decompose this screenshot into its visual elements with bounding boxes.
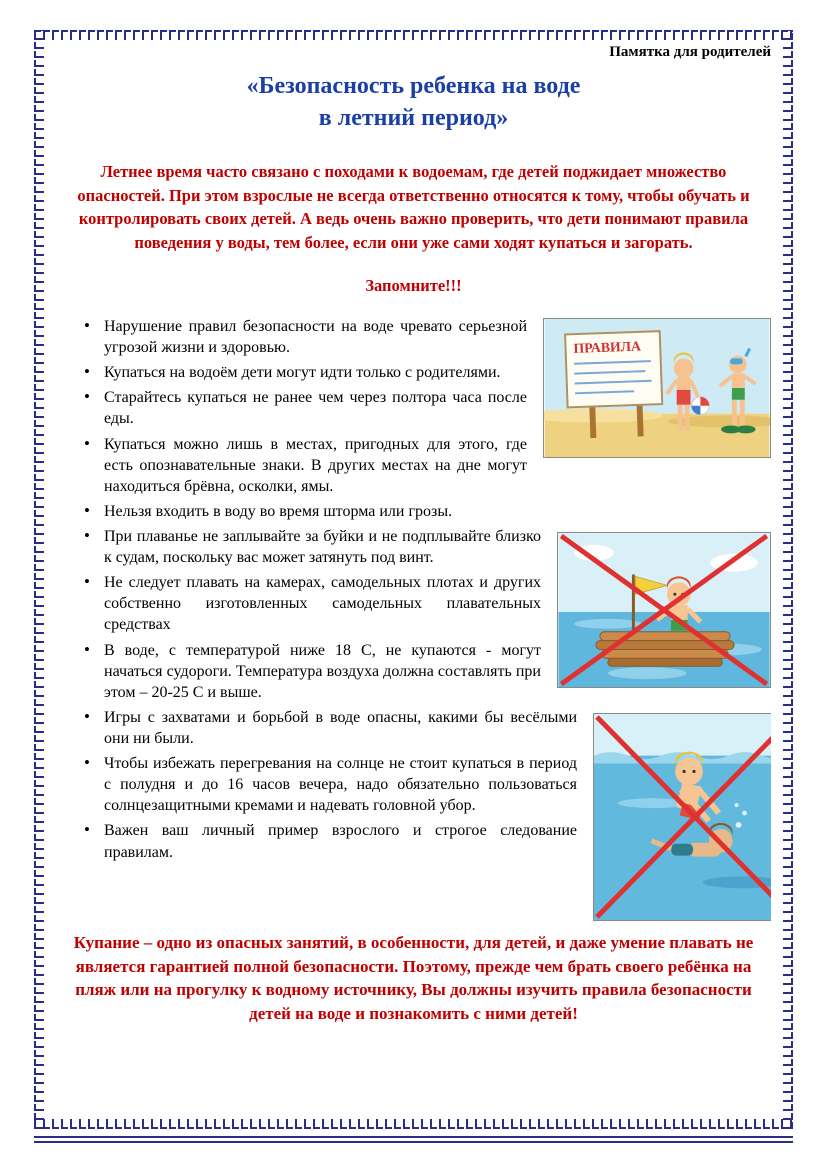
rule-item: • Купаться можно лишь в местах, пригодных для этого, где есть опознавательные знаки. В других местах на дне могут находиться брёвна, осколки, ямы. xyxy=(56,434,771,497)
frame-border-bottom xyxy=(34,1119,793,1129)
rules-sign-label: ПРАВИЛА xyxy=(573,338,642,356)
remember-heading: Запомните!!! xyxy=(365,276,462,296)
closing-paragraph: Купание – одно из опасных занятий, в особенности, для детей, и даже умение плавать не является гарантией полной безопасности. Поэтому, прежде чем брать своего ребёнка на пляж или на прогулку к водному источнику, Вы должны изучить правила безопасности детей на воде и познакомить с ними детей! xyxy=(73,932,754,1024)
rule-item: • Старайтесь купаться не ранее чем через полтора часа после еды. xyxy=(56,387,771,429)
rule-item: • Важен ваш личный пример взрослого и строгое следование правилам. xyxy=(56,820,771,862)
rule-item: • Нарушение правил безопасности на воде чревато серьезной угрозой жизни и здоровью. xyxy=(56,316,771,358)
rule-item: • Нельзя входить в воду во время шторма или грозы. xyxy=(56,501,771,522)
frame-double-rule xyxy=(34,1136,793,1143)
document-content xyxy=(56,44,771,1113)
frame-border-left xyxy=(34,30,44,1129)
rule-item: • При плаванье не заплывайте за буйки и не подплывайте близко к судам, поскольку вас может затянуть под винт. xyxy=(56,526,771,568)
frame-border-right xyxy=(783,30,793,1129)
intro-paragraph: Летнее время часто связано с походами к водоемам, где детей поджидает множество опасностей. При этом взрослые не всегда ответственно относятся к тому, чтобы обучать и контролировать своих детей. А ведь очень важно проверить, что дети понимают правила поведения у воды, тем более, если они уже сами ходят купаться и загорать. xyxy=(77,162,750,252)
rule-item: • Игры с захватами и борьбой в воде опасны, какими бы весёлыми они ни были. xyxy=(56,707,771,749)
rule-item: • Чтобы избежать перегревания на солнце не стоит купаться в период с полудня и до 16 часов вечера, надо обязательно пользоваться солнцезащитными кремами и надевать головной убор. xyxy=(56,753,771,816)
page-title xyxy=(56,71,771,134)
rules-list xyxy=(56,316,771,863)
page-title-line-1: «Безопасность ребенка на воде xyxy=(246,73,581,99)
rule-item: • В воде, с температурой ниже 18 С, не купаются - могут начаться судороги. Температура воздуха должна составлять при этом – 20-25 С и выше. xyxy=(56,640,771,703)
rule-item: • Купаться на водоём дети могут идти только с родителями. xyxy=(56,362,771,383)
rule-item: • Не следует плавать на камерах, самодельных плотах и других собственно изготовленных самодельных плавательных средствах xyxy=(56,572,771,635)
document-kicker: Памятка для родителей xyxy=(609,44,771,60)
page-title-line-2: в летний период» xyxy=(318,104,509,131)
frame-border-top xyxy=(34,30,793,40)
